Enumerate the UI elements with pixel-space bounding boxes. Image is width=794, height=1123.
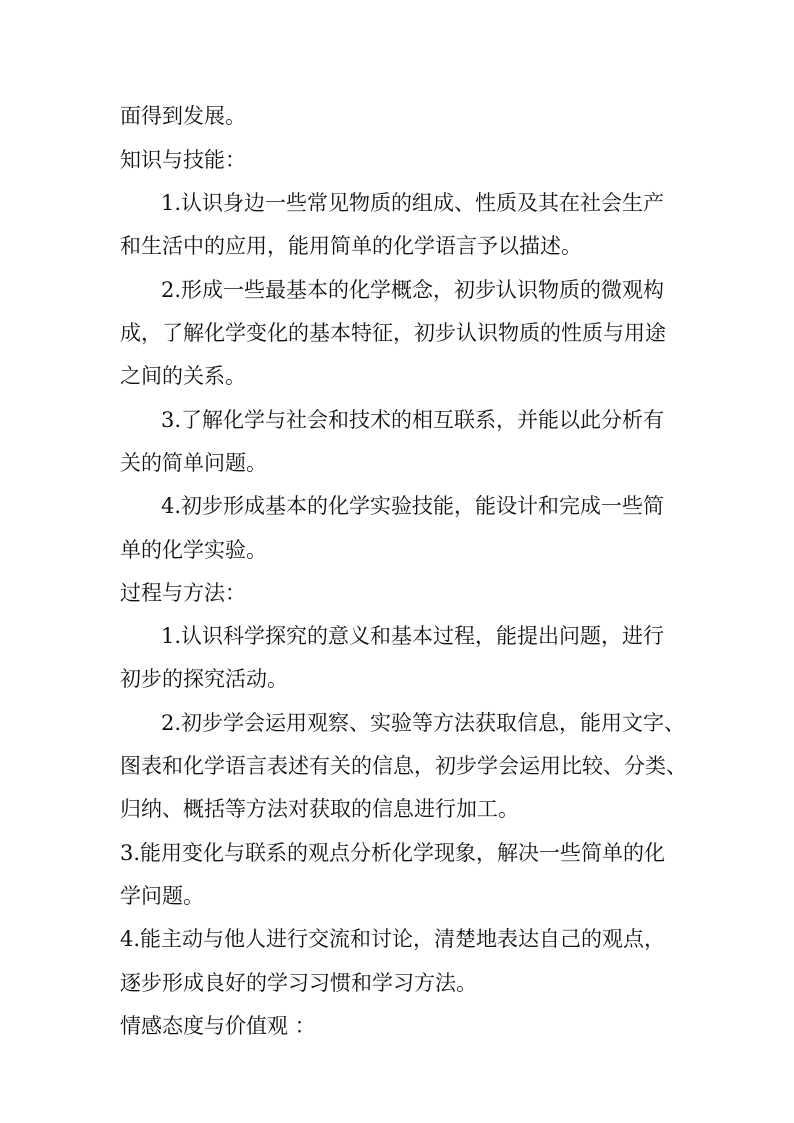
text-line: 逐步形成良好的学习习惯和学习方法。 (120, 971, 477, 995)
list-item-line: 1.认识身边一些常见物质的组成、性质及其在社会生产 (161, 191, 665, 215)
list-item-line: 4.初步形成基本的化学实验技能，能设计和完成一些简 (161, 494, 665, 518)
list-item-line: 2.形成一些最基本的化学概念，初步认识物质的微观构 (161, 278, 665, 302)
section-heading-emotions-values: 情感态度与价值观 ： (120, 1014, 316, 1038)
list-item-line: 3.能用变化与联系的观点分析化学现象，解决一些简单的化 (120, 841, 666, 865)
text-line: 学问题。 (120, 884, 204, 908)
text-line: 关的简单问题。 (120, 451, 267, 475)
text-line: 初步的探究活动。 (120, 667, 288, 691)
list-item-line: 1.认识科学探究的意义和基本过程，能提出问题，进行 (161, 624, 665, 648)
text-line: 图表和化学语言表述有关的信息，初步学会运用比较、分类、 (120, 754, 687, 778)
text-line: 之间的关系。 (120, 364, 246, 388)
list-item-line: 2.初步学会运用观察、实验等方法获取信息，能用文字、 (161, 711, 686, 735)
text-line: 单的化学实验。 (120, 538, 267, 562)
section-heading-knowledge-skills: 知识与技能： (120, 148, 246, 172)
text-line: 成，了解化学变化的基本特征，初步认识物质的性质与用途 (120, 321, 666, 345)
text-line: 归纳、概括等方法对获取的信息进行加工。 (120, 797, 519, 821)
section-heading-process-methods: 过程与方法： (120, 581, 246, 605)
list-item-line: 4.能主动与他人进行交流和讨论，清楚地表达自己的观点， (120, 927, 666, 951)
text-line: 面得到发展。 (120, 104, 246, 128)
list-item-line: 3.了解化学与社会和技术的相互联系，并能以此分析有 (161, 408, 665, 432)
text-line: 和生活中的应用，能用简单的化学语言予以描述。 (120, 234, 582, 258)
